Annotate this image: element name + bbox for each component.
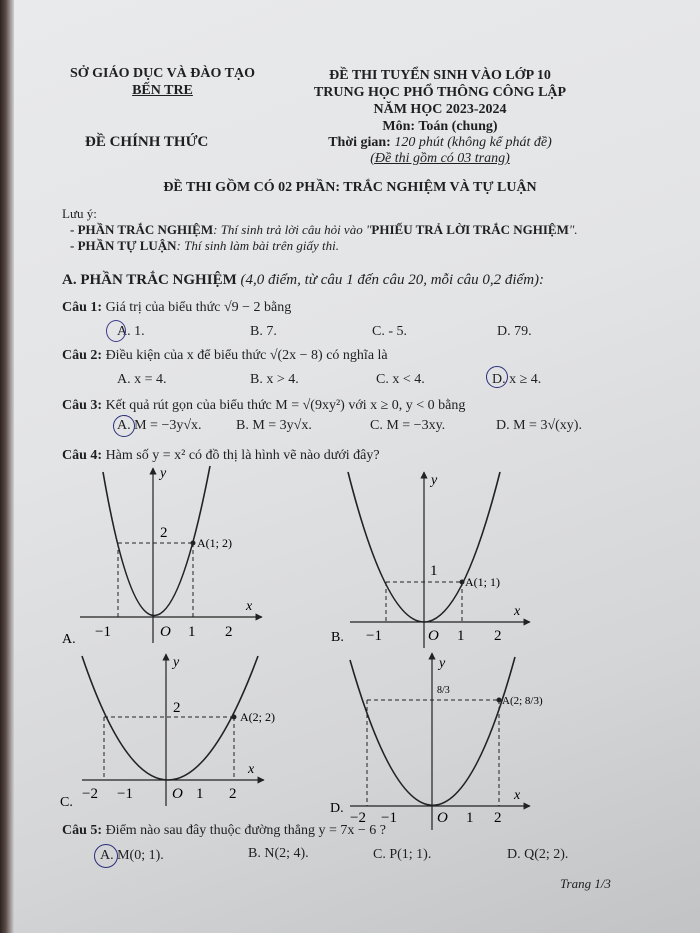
graph-c-x-label: x <box>248 762 255 777</box>
graph-a-y-value: 2 <box>160 525 168 541</box>
graph-a-origin: O <box>160 624 171 640</box>
graph-d-tick-2: 2 <box>494 810 502 826</box>
graph-a <box>80 466 262 643</box>
parts-title: ĐỀ THI GỒM CÓ 02 PHẦN: TRẮC NGHIỆM VÀ TỰ LUẬN <box>163 180 537 195</box>
q4-text: Hàm số y = x² có đồ thị là hình vẽ nào dưới đây? <box>105 448 380 463</box>
official-label: ĐỀ CHÍNH THỨC <box>85 134 209 150</box>
exam-year: NĂM HỌC 2023-2024 <box>373 102 507 117</box>
q3-option-a: A. M = −3y√x. <box>117 418 202 433</box>
q1-option-d: D. 79. <box>497 324 532 339</box>
note-essay-bold: - PHẦN TỰ LUẬN <box>70 238 177 253</box>
q3-option-c: C. M = −3xy. <box>370 418 446 433</box>
graph-d-tick-neg1: −1 <box>381 810 397 826</box>
q5-answer-mark <box>94 844 118 868</box>
graph-b <box>348 472 530 648</box>
graph-c-tick-2: 2 <box>229 786 237 802</box>
graph-d-tick-1: 1 <box>466 810 474 826</box>
graph-a-tick-1: 1 <box>188 624 196 640</box>
graph-a-x-label: x <box>246 599 253 614</box>
time-value: 120 phút (không kể phát đề) <box>394 135 552 150</box>
note-mc-text: : Thí sinh trả lời câu hỏi vào " <box>213 222 372 237</box>
q3-text: Kết quả rút gọn của biểu thức M = √(9xy²) với x ≥ 0, y < 0 bằng <box>105 398 466 413</box>
q1-option-a: A. 1. <box>117 324 145 339</box>
graph-c <box>82 654 264 806</box>
graph-d <box>350 653 530 830</box>
q5-text: Điểm nào sau đây thuộc đường thẳng y = 7x − 6 ? <box>105 823 386 838</box>
graph-b-tick-neg1: −1 <box>366 628 382 644</box>
graph-a-tick-2: 2 <box>225 624 233 640</box>
graph-d-y-value: 8/3 <box>437 685 450 696</box>
q2-option-b: B. x > 4. <box>250 372 299 387</box>
section-a-heading: A. PHẦN TRẮC NGHIỆM <box>62 272 237 288</box>
graph-a-point-label: A(1; 2) <box>197 536 232 550</box>
q2-label: Câu 2: <box>62 348 103 363</box>
graph-c-y-label: y <box>173 655 180 670</box>
section-a-subheading: (4,0 điểm, từ câu 1 đến câu 20, mỗi câu 0,2 điểm): <box>240 272 545 288</box>
graph-d-point <box>497 698 501 702</box>
q3-option-d: D. M = 3√(xy). <box>496 418 582 433</box>
q3-option-b: B. M = 3y√x. <box>236 418 312 433</box>
graph-c-origin: O <box>172 786 183 802</box>
subject: Môn: Toán (chung) <box>382 119 498 134</box>
graph-d-tick-neg2: −2 <box>350 810 366 826</box>
page-number: Trang 1/3 <box>560 876 611 891</box>
graph-b-tick-2: 2 <box>494 628 502 644</box>
graph-b-x-label: x <box>514 604 521 619</box>
q2-option-c: C. x < 4. <box>376 372 425 387</box>
graph-c-parabola <box>82 656 258 780</box>
note-essay-text: : Thí sinh làm bài trên giấy thi. <box>176 238 340 253</box>
graph-b-origin: O <box>428 628 439 644</box>
graph-b-letter: B. <box>331 630 344 645</box>
graph-c-y-value: 2 <box>173 700 181 716</box>
note-mc-bold: - PHẦN TRẮC NGHIỆM <box>70 222 214 237</box>
q5-label: Câu 5: <box>62 823 103 838</box>
graph-a-point <box>191 541 195 545</box>
graph-d-point-label: A(2; 8/3) <box>502 695 543 707</box>
graph-a-tick-neg1: −1 <box>95 624 111 640</box>
graph-a-y-label: y <box>160 466 167 481</box>
dept-name: SỞ GIÁO DỤC VÀ ĐÀO TẠO <box>69 66 255 81</box>
graph-b-point <box>460 580 464 584</box>
graph-b-y-value: 1 <box>430 563 438 579</box>
time-label: Thời gian: <box>328 135 391 150</box>
graph-d-x-label: x <box>514 788 521 803</box>
q5-option-d: D. Q(2; 2). <box>507 847 569 862</box>
q1-label: Câu 1: <box>62 300 103 315</box>
graph-b-point-label: A(1; 1) <box>465 575 500 589</box>
q2-option-a: A. x = 4. <box>117 372 167 387</box>
graph-c-tick-1: 1 <box>196 786 204 802</box>
note-mc-sheet: PHIẾU TRẢ LỜI TRẮC NGHIỆM <box>371 222 569 237</box>
question-5 <box>62 823 386 839</box>
q1-option-c: C. - 5. <box>372 324 407 339</box>
q4-label: Câu 4: <box>62 448 103 463</box>
graph-a-letter: A. <box>62 632 76 647</box>
q3-label: Câu 3: <box>62 398 103 413</box>
q2-text: Điều kiện của x để biểu thức √(2x − 8) có nghĩa là <box>105 348 388 363</box>
graph-d-origin: O <box>437 810 448 826</box>
q5-option-a: A. M(0; 1). <box>100 848 164 863</box>
province-name: BẾN TRE <box>132 83 193 98</box>
note-label: Lưu ý: <box>62 206 97 221</box>
graph-c-point-label: A(2; 2) <box>240 710 275 724</box>
exam-school-type: TRUNG HỌC PHỔ THÔNG CÔNG LẬP <box>313 85 567 100</box>
graph-c-point <box>232 715 236 719</box>
q5-option-b: B. N(2; 4). <box>248 846 309 861</box>
pages-note: (Đề thi gồm có 03 trang) <box>370 151 510 166</box>
exam-title: ĐỀ THI TUYỂN SINH VÀO LỚP 10 <box>329 68 551 83</box>
graph-c-letter: C. <box>60 795 73 810</box>
graph-c-tick-neg2: −2 <box>82 786 98 802</box>
q5-option-c: C. P(1; 1). <box>373 847 432 862</box>
q1-text: Giá trị của biểu thức √9 − 2 bằng <box>105 300 292 315</box>
graph-c-tick-neg1: −1 <box>117 786 133 802</box>
graph-d-letter: D. <box>330 801 344 816</box>
graph-b-y-label: y <box>431 473 438 488</box>
q1-option-b: B. 7. <box>250 324 277 339</box>
q2-option-d: D. x ≥ 4. <box>492 372 542 387</box>
graph-d-y-label: y <box>439 656 446 671</box>
graph-b-tick-1: 1 <box>457 628 465 644</box>
note-mc-end: ". <box>568 222 578 237</box>
